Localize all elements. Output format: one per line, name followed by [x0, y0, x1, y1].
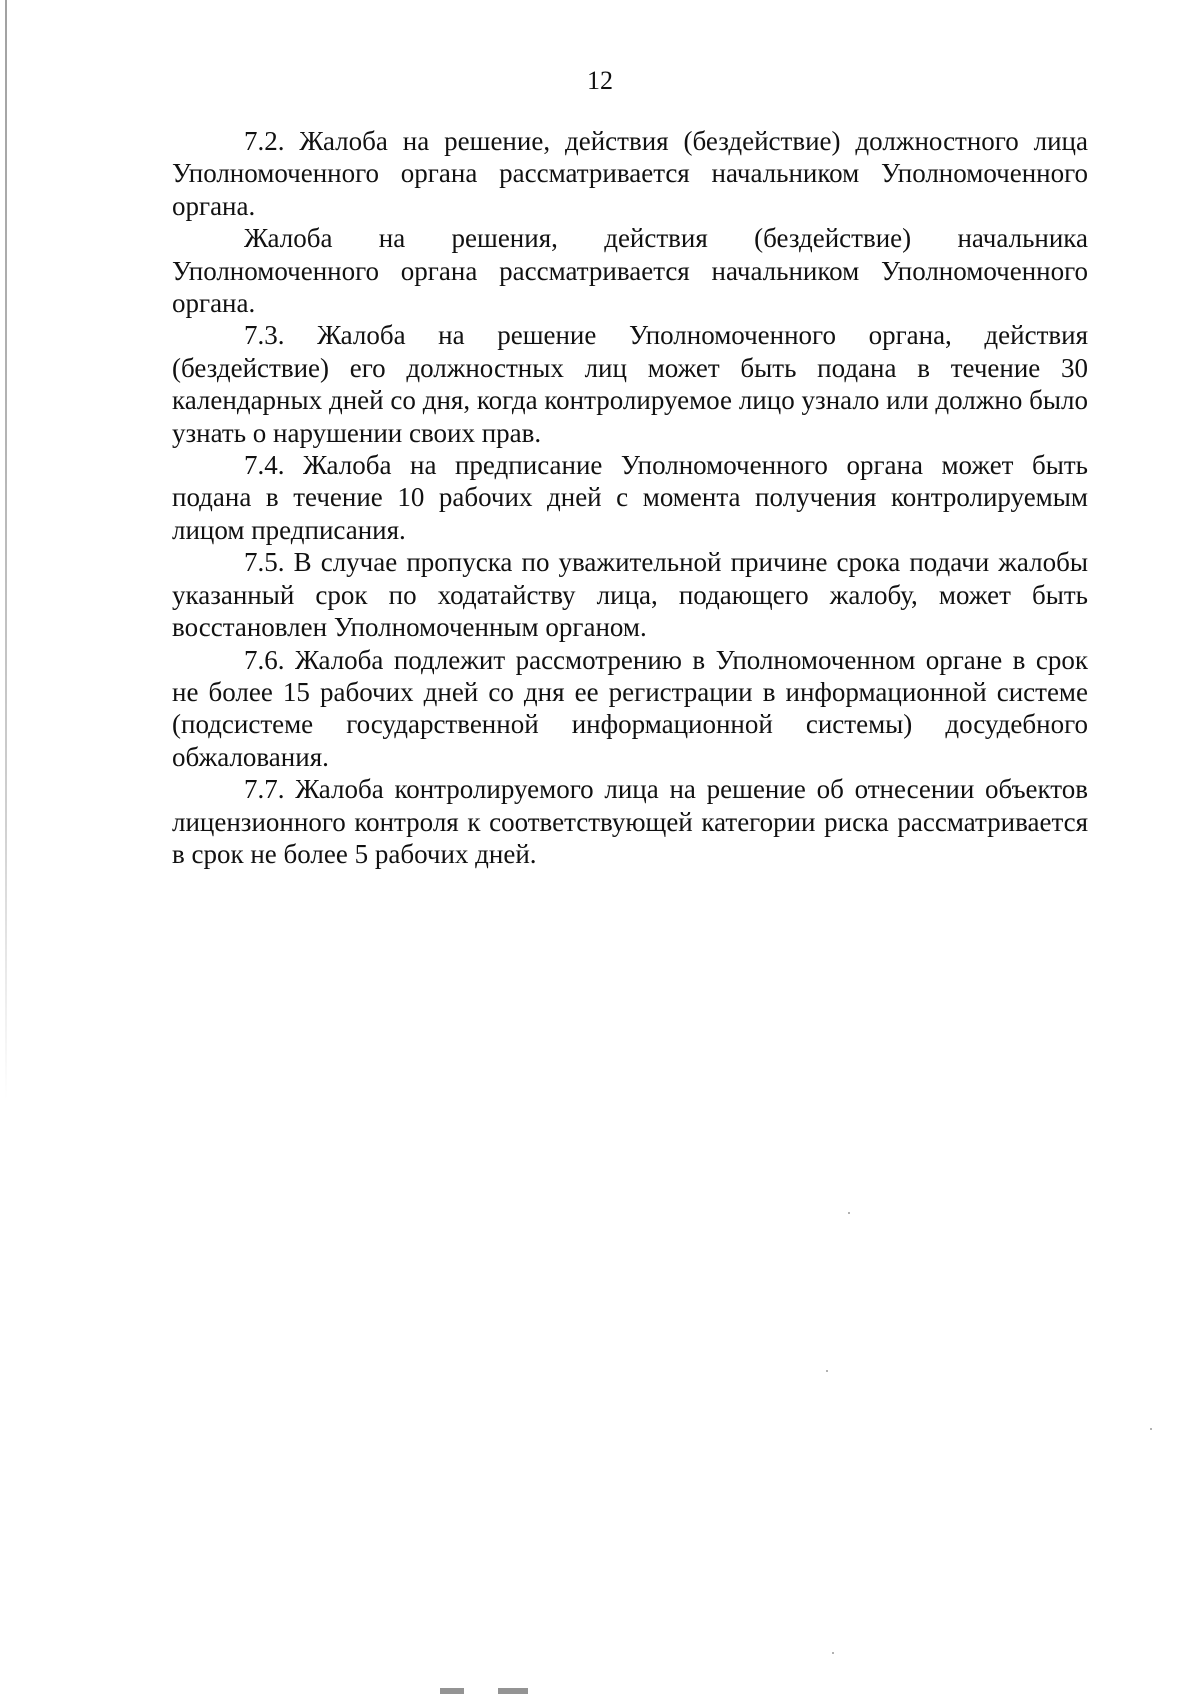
paragraph-7-3: 7.3. Жалоба на решение Уполномоченного органа, действия (бездействие) его должностных лиц может быть подана в течение 30 календарных дней со дня, когда контролируемое лицо узнало или должно было узнать о нарушении своих прав. [172, 320, 1088, 448]
paragraph-7-5: 7.5. В случае пропуска по уважительной причине срока подачи жалобы указанный срок по ходатайству лица, подающего жалобу, может быть восстановлен Уполномоченным органом. [172, 547, 1088, 643]
paragraph-7-7: 7.7. Жалоба контролируемого лица на решение об отнесении объектов лицензионного контроля к соответствующей категории риска рассматривается в срок не более 5 рабочих дней. [172, 774, 1088, 869]
bottom-scan-mark [440, 1688, 464, 1694]
scan-speck [1150, 1428, 1152, 1430]
page-number: 12 [587, 66, 613, 95]
scan-speck [826, 1370, 828, 1372]
paragraph-7-2-continued: Жалоба на решения, действия (бездействие) начальника Уполномоченного органа рассматривается начальником Уполномоченного органа. [172, 223, 1088, 319]
bottom-scan-mark [498, 1688, 528, 1694]
paragraph-7-2: 7.2. Жалоба на решение, действия (бездействие) должностного лица Уполномоченного органа рассматривается начальником Уполномоченного органа. [172, 126, 1088, 221]
scan-speck [832, 1652, 834, 1654]
document-body [172, 125, 1088, 870]
paragraph-7-4: 7.4. Жалоба на предписание Уполномоченного органа может быть подана в течение 10 рабочих дней с момента получения контролируемым лицом предписания. [172, 450, 1088, 545]
scan-speck [848, 1212, 850, 1214]
paragraph-7-6: 7.6. Жалоба подлежит рассмотрению в Уполномоченном органе в срок не более 15 рабочих дней со дня ее регистрации в информационной системе (подсистеме государственной информационной системы) досудебного обжалования. [172, 644, 1088, 772]
scan-edge-line [5, 0, 7, 1100]
